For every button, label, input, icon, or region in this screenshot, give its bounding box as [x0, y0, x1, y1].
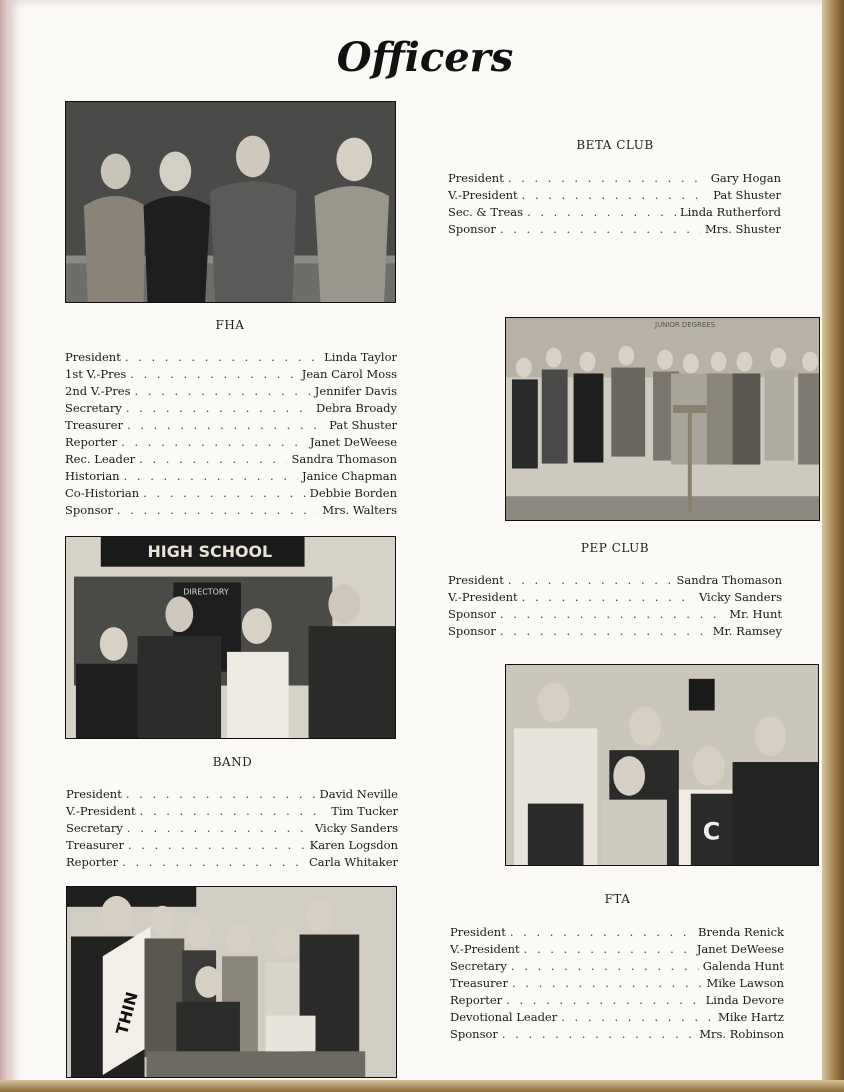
officer-row: V.-President . . . Janet DeWeese [450, 942, 784, 959]
page-bottom-edge [0, 1080, 844, 1092]
officer-row: Reporter . . . Linda Devore [450, 993, 784, 1010]
officer-row: Secretary . . . Galenda Hunt [450, 959, 784, 976]
officer-row: Historian . . . Janice Chapman [65, 469, 397, 486]
officer-row: Reporter . . . Carla Whitaker [66, 855, 398, 872]
fha-roster [65, 350, 397, 520]
fha-heading: FHA [215, 318, 245, 332]
officer-row: Treasurer . . . Karen Logsdon [66, 838, 398, 855]
officer-row: V.-President . . . Vicky Sanders [448, 590, 782, 607]
band-roster [66, 787, 398, 872]
officer-row: Devotional Leader . . . Mike Hartz [450, 1010, 784, 1027]
officer-row: Treasurer . . . Pat Shuster [65, 418, 397, 435]
fta-photo [66, 886, 397, 1078]
officer-row: Sponsor . . . Mrs. Shuster [448, 222, 781, 239]
fta-roster [450, 925, 784, 1044]
pep-club-photo [505, 664, 819, 866]
officer-row: V.-President . . . Tim Tucker [66, 804, 398, 821]
band-banner-sign: HIGH SCHOOL [147, 541, 273, 561]
page-title: Officers [336, 34, 514, 81]
page-right-edge [822, 0, 844, 1092]
officer-row: 1st V.-Pres . . . Jean Carol Moss [65, 367, 397, 384]
band-board-sign: DIRECTORY [183, 587, 229, 597]
officer-row: Sponsor . . . Mrs. Robinson [450, 1027, 784, 1044]
fta-heading: FTA [604, 892, 631, 906]
officer-row: V.-President . . . Pat Shuster [448, 188, 781, 205]
officer-row: Sponsor . . . Mr. Ramsey [448, 624, 782, 641]
officer-row: 2nd V.-Pres . . . Jennifer Davis [65, 384, 397, 401]
officer-row: Sponsor . . . Mr. Hunt [448, 607, 782, 624]
beta-club-heading: BETA CLUB [576, 138, 654, 152]
beta-club-photo [65, 101, 396, 303]
officer-row: Rec. Leader . . . Sandra Thomason [65, 452, 397, 469]
officer-row: President . . . Linda Taylor [65, 350, 397, 367]
pep-wall-sign: JUNIOR DEGREES [655, 320, 716, 329]
band-heading: BAND [212, 755, 253, 769]
officer-row: Reporter . . . Janet DeWeese [65, 435, 397, 452]
pep-club-roster [448, 573, 782, 641]
officer-row: Treasurer . . . Mike Lawson [450, 976, 784, 993]
officer-row: President . . . David Neville [66, 787, 398, 804]
officer-row: Secretary . . . Debra Broady [65, 401, 397, 418]
fta-banner-sign: THIN [112, 989, 142, 1037]
officer-row: Sec. & Treas . . . Linda Rutherford [448, 205, 781, 222]
officer-row: Sponsor . . . Mrs. Walters [65, 503, 397, 520]
officer-row: Co-Historian . . . Debbie Borden [65, 486, 397, 503]
officer-row: Secretary . . . Vicky Sanders [66, 821, 398, 838]
officer-row: President . . . Gary Hogan [448, 171, 781, 188]
officer-row: President . . . Sandra Thomason [448, 573, 782, 590]
beta-club-roster [448, 171, 781, 239]
band-photo [65, 536, 396, 739]
pep-sweater-letter: C [702, 817, 721, 846]
officer-row: President . . . Brenda Renick [450, 925, 784, 942]
fha-photo [505, 317, 820, 521]
pep-club-heading: PEP CLUB [580, 541, 650, 555]
